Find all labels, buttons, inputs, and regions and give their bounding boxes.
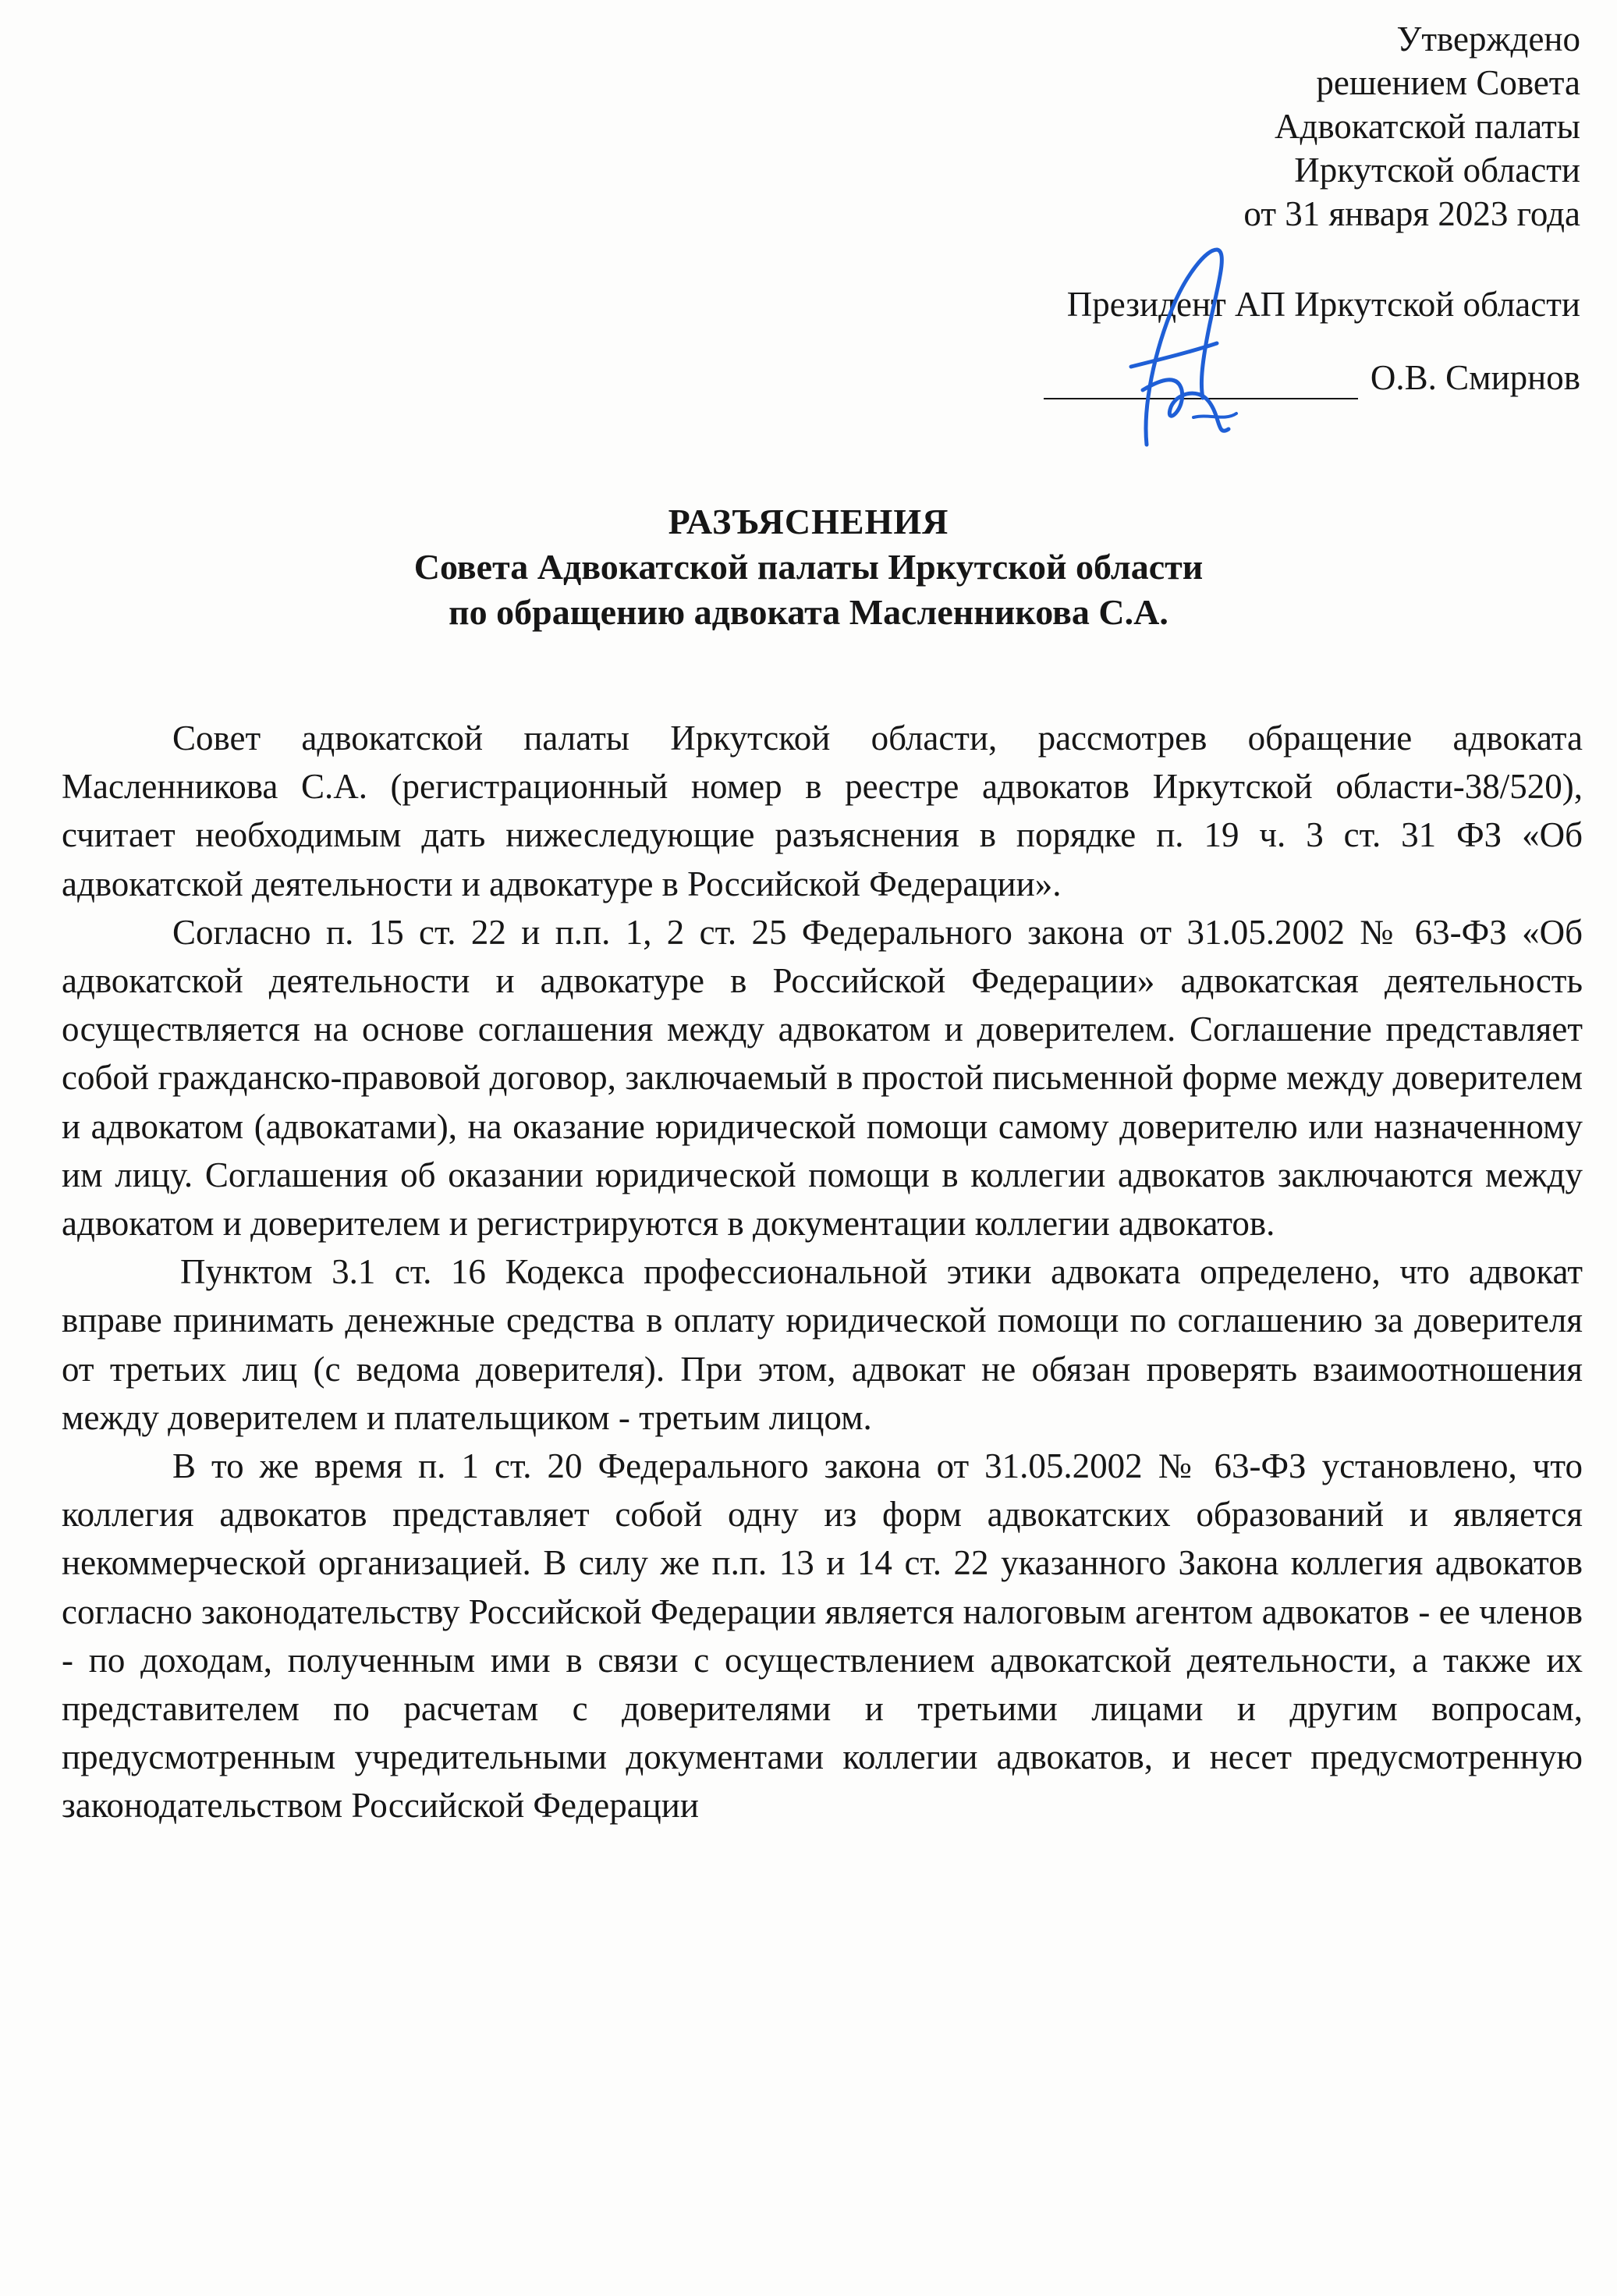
title-subtitle: по обращению адвоката Масленникова С.А. [449, 592, 1168, 632]
approval-date: от 31 января 2023 года [1243, 194, 1580, 233]
document-body [62, 714, 1583, 1830]
paragraph: В то же время п. 1 ст. 20 Федерального закона от 31.05.2002 № 63-ФЗ установлено, что коллегия адвокатов представляет собой одну из форм адвокатских образований и является некоммерческой организацией. В силу же п.п. 13 и 14 ст. 22 указанного Закона коллегия адвокатов согласно законодательству Российской Федерации является налоговым агентом адвокатов - ее членов - по доходам, полученным ими в связи с осуществлением адвокатской деятельности, а также их представителем по расчетам с доверителями и третьими лицами и другим вопросам, предусмотренным учредительными документами коллегии адвокатов, и несет предусмотренную законодательством Российской Федерации [62, 1446, 1583, 1826]
approval-line: решением Совета [1316, 63, 1580, 102]
title-main: РАЗЪЯСНЕНИЯ [668, 502, 949, 541]
president-position: Президент АП Иркутской области [1066, 285, 1580, 324]
paragraph: Пунктом 3.1 ст. 16 Кодекса профессиональной этики адвоката определено, что адвокат вправе принимать денежные средства в оплату юридической помощи по соглашению за доверителя от третьих лиц (с ведома доверителя). При этом, адвокат не обязан проверять взаимоотношения между доверителем и плательщиком - третьим лицом. [62, 1252, 1583, 1437]
document-title [0, 499, 1617, 635]
paragraph: Совет адвокатской палаты Иркутской области, рассмотрев обращение адвоката Масленникова С.А. (регистрационный номер в реестре адвокатов Иркутской области-38/520), считает необходимым дать нижеследующие разъяснения в порядке п. 19 ч. 3 ст. 31 ФЗ «Об адвокатской деятельности и адвокатуре в Российской Федерации». [62, 719, 1583, 903]
approval-line: Утверждено [1396, 20, 1580, 59]
approval-line: Адвокатской палаты [1274, 107, 1580, 146]
title-subtitle: Совета Адвокатской палаты Иркутской области [413, 547, 1204, 587]
handwritten-signature-icon [1100, 234, 1271, 468]
approval-line: Иркутской области [1294, 151, 1580, 190]
signatory-name: О.В. Смирнов [1370, 358, 1580, 397]
paragraph: Согласно п. 15 ст. 22 и п.п. 1, 2 ст. 25 Федерального закона от 31.05.2002 № 63-ФЗ «Об адвокатской деятельности и адвокатуре в Российской Федерации» адвокатская деятельность осуществляется на основе соглашения между адвокатом и доверителем. Соглашение представляет собой гражданско-правовой договор, заключаемый в простой письменной форме между доверителем и адвокатом (адвокатами), на оказание юридической помощи самому доверителю или назначенному им лицу. Соглашения об оказании юридической помощи в коллегии адвокатов заключаются между адвокатом и доверителем и регистрируются в документации коллегии адвокатов. [62, 912, 1583, 1244]
